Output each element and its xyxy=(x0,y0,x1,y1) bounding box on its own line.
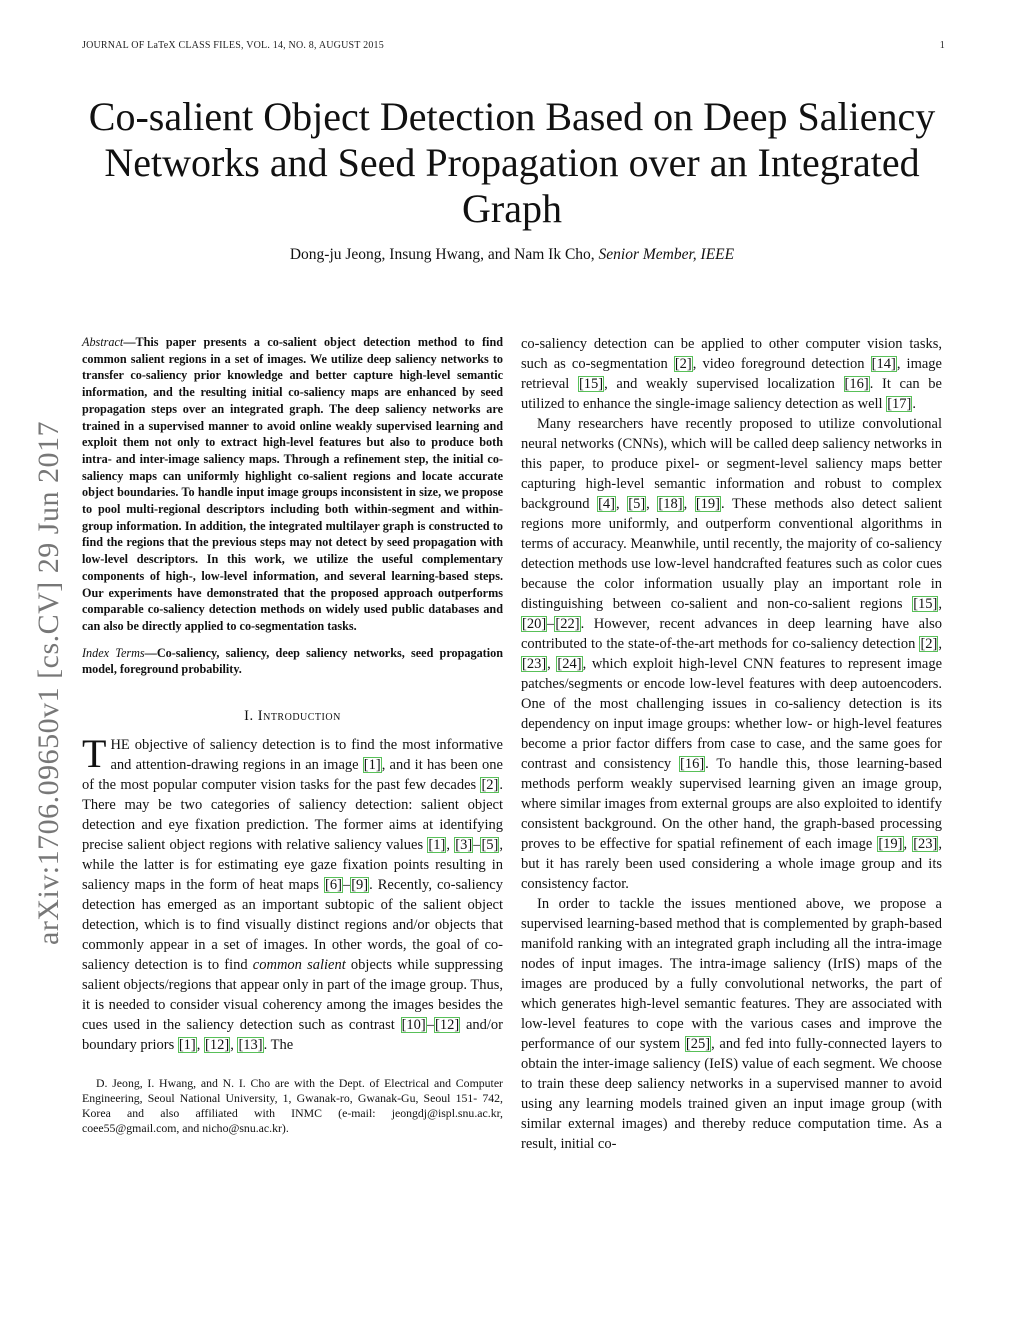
text-run: , while the latter is for estimating eye gaze fixation points resulting in saliency maps in the form of heat maps xyxy=(82,837,503,894)
citation-link[interactable]: [10] xyxy=(401,1017,426,1034)
footnote-divider xyxy=(82,1067,503,1068)
text-run: . xyxy=(912,396,916,412)
citation-link[interactable]: [3] xyxy=(455,837,473,854)
citation-link[interactable]: [15] xyxy=(913,596,938,612)
citation-link[interactable]: [17] xyxy=(887,396,912,412)
emphasis: common salient xyxy=(252,957,346,974)
text-run: , xyxy=(938,596,942,612)
citation-link[interactable]: [24] xyxy=(557,656,582,672)
right-text xyxy=(521,334,942,1154)
citation-link[interactable]: [22] xyxy=(555,616,580,632)
paragraph xyxy=(521,894,942,1154)
citation-link[interactable]: [23] xyxy=(522,656,547,672)
page-number: 1 xyxy=(939,40,945,51)
text-run: , xyxy=(903,836,913,852)
abstract xyxy=(82,334,503,678)
text-run: . Recently, co-saliency detection has emerged as an important subtopic of the salient object detection, which is to find visually distinct regions and/or objects that commonly appear in a set of images. In other words, the goal of co-saliency detection is to find xyxy=(82,877,503,974)
author-line xyxy=(60,246,964,264)
text-run: . There may be two categories of saliency detection: salient object detection and eye fixation prediction. The former aims at identifying precise salient object regions with relative saliency values xyxy=(82,777,503,854)
citation-link[interactable]: [20] xyxy=(522,616,547,632)
citation-link[interactable]: [1] xyxy=(363,757,381,774)
citation-link[interactable]: [9] xyxy=(351,877,369,894)
text-run: , and it has been one of the most popular computer vision tasks for the past few decades xyxy=(82,757,503,794)
text-run: . However, recent advances in deep learning have also contributed to the state-of-the-art methods for co-saliency detection xyxy=(521,616,942,652)
text-run: . These methods also detect salient regions more uniformly, and outperform conventional algorithms in terms of accuracy. Meanwhile, until recently, the majority of co-saliency detection methods use low-level handcrafted features such as color cues because the color information usually play an important role in distinguishing between co-salient and non-co-salient regions xyxy=(521,496,943,612)
citation-link[interactable]: [13] xyxy=(238,1037,263,1054)
section-number: I. xyxy=(244,708,258,725)
citation-link[interactable]: [5] xyxy=(628,496,646,512)
text-run: and/or boundary priors xyxy=(82,1017,503,1054)
journal-name: JOURNAL OF LaTeX CLASS FILES, VOL. 14, NO. 8, AUGUST 2015 xyxy=(82,40,384,51)
text-run: , xyxy=(230,1037,238,1054)
citation-link[interactable]: [16] xyxy=(844,376,869,392)
citation-link[interactable]: [12] xyxy=(205,1037,230,1054)
text-run: , which exploit high-level CNN features to represent image patches/segments or encode low-level features with deep autoencoders. One of the most challenging issues in co-saliency detection is its dependency on input image groups: whether low- or high-level features become a prior factor differs from case to case, and the same goes for contrast and consistency xyxy=(521,656,942,772)
citation-link[interactable]: [12] xyxy=(435,1017,460,1034)
text-run: . It can be utilized to enhance the single-image saliency detection as well xyxy=(521,376,942,412)
citation-link[interactable]: [14] xyxy=(871,356,896,372)
citation-link[interactable]: [25] xyxy=(685,1036,711,1052)
text-run: , xyxy=(646,496,658,512)
text-run: , xyxy=(938,636,942,652)
running-header xyxy=(82,40,945,51)
text-run: , xyxy=(196,1037,205,1054)
text-run: , xyxy=(547,656,557,672)
text-run: HE objective of saliency detection is to find the most informative and attention-drawing regions in an image xyxy=(110,737,503,774)
text-run: . To handle this, those learning-based methods perform weakly supervised learning given an image group, where similar images from external groups are also exploited to identify consistent background. On the other hand, the graph-based processing proves to be effective for spatial refinement of each image xyxy=(521,756,942,852)
left-column xyxy=(82,334,503,1136)
text-run: , but it has rarely been used considering a whole image group and its consistency factor. xyxy=(521,836,943,892)
section-heading xyxy=(82,708,503,725)
text-run: Many researchers have recently proposed to utilize convolutional neural networks (CNNs), which will be called deep saliency networks in this paper, to produce pixel- or segment-level saliency maps better capturing high-level semantic information and robust to complex background xyxy=(521,416,942,512)
paragraph xyxy=(521,334,942,414)
author-names: Dong-ju Jeong, Insung Hwang, and Nam Ik Cho, xyxy=(289,246,599,263)
author-membership: Senior Member, IEEE xyxy=(598,246,735,263)
paragraph xyxy=(521,414,942,894)
citation-link[interactable]: [1] xyxy=(428,837,446,854)
text-run: , and weakly supervised localization xyxy=(604,376,844,392)
text-run: . The xyxy=(263,1037,294,1054)
text-run: , video foreground detection xyxy=(692,356,871,372)
citation-link[interactable]: [2] xyxy=(920,636,938,652)
citation-link[interactable]: [15] xyxy=(578,376,604,392)
right-column xyxy=(521,334,942,1154)
citation-link[interactable]: [4] xyxy=(598,496,615,512)
citation-link[interactable]: [16] xyxy=(680,756,705,772)
text-run: – xyxy=(426,1017,434,1034)
citation-link[interactable]: [2] xyxy=(481,777,499,794)
index-terms-label: Index Terms xyxy=(82,645,145,660)
citation-link[interactable]: [5] xyxy=(481,837,499,854)
text-run: – xyxy=(547,616,555,632)
citation-link[interactable]: [2] xyxy=(674,356,692,372)
intro-paragraph xyxy=(82,731,503,1055)
section-title: Introduction xyxy=(257,708,341,725)
paper-title: Co-salient Object Detection Based on Deep Saliency Networks and Seed Propagation over an Integrated Graph xyxy=(88,94,936,231)
text-run: – xyxy=(473,837,481,854)
text-run: , and fed into fully-connected layers to obtain the inter-image saliency (IeIS) value of each segment. We choose to train these deep saliency networks in a supervised manner to avoid using any learning models trained given an input image group (with similar external images) and thereby reduce computation time. As a result, initial co- xyxy=(521,1036,942,1152)
citation-link[interactable]: [19] xyxy=(695,496,721,512)
citation-link[interactable]: [1] xyxy=(178,1037,196,1054)
citation-link[interactable]: [6] xyxy=(325,877,342,894)
affiliation-footnote: D. Jeong, I. Hwang, and N. I. Cho are with the Dept. of Electrical and Computer Engineering, Seoul National University, 1, Gwanak-ro, Gwanak-Gu, Seoul 151- 742, Korea and also affiliated with INMC (e-mail: jeongdj@ispl.snu.ac.kr, coee55@gmail.com, and nicho@snu.ac.kr). xyxy=(82,1076,503,1136)
abstract-text: —This paper presents a co-salient object detection method to find common salient regions in a set of images. We utilize deep saliency networks to transfer co-saliency prior knowledge and better capture high-level semantic information, and the resulting initial co-saliency maps are enhanced by seed propagation steps over an integrated graph. The deep saliency networks are trained in a supervised manner to avoid online weakly supervised learning and exploit them not only to extract high-level features but also to produce both intra- and inter-image saliency maps. Through a refinement step, the initial co-saliency maps can uniformly highlight co-salient regions and locate accurate object boundaries. To handle input image groups inconsistent in size, we propose to pool multi-regional descriptors including both within-segment and within-group information. In addition, the integrated multilayer graph is constructed to find the regions that the previous steps may not detect by seed propagation with low-level descriptors. In this work, we utilize the useful complementary components of high-, low-level information, and several learning-based steps. Our experiments have demonstrated that the proposed approach outperforms comparable co-saliency detection methods on widely used public databases and can also be directly applied to co-segmentation tasks. xyxy=(82,335,503,633)
text-run: In order to tackle the issues mentioned above, we propose a supervised learning-based method that is complemented by graph-based manifold ranking with an integrated graph including all the intra-image nodes of input images. The intra-image saliency (IrIS) maps of the images are produced by a fully convolutional networks, the part of which generates high-level semantic features. They are associated with low-level features to cope with the various cases and improve the performance of our system xyxy=(521,896,942,1052)
text-run: , xyxy=(683,496,695,512)
text-run: objects while suppressing salient objects/regions that appear only in part of the image group. Thus, it is needed to consider visual coherency among the images besides the cues used in the saliency detection such as contrast xyxy=(82,957,503,1034)
citation-link[interactable]: [23] xyxy=(913,836,938,852)
index-terms-text: —Co-saliency, saliency, deep saliency networks, seed propagation model, foreground probability. xyxy=(82,645,503,677)
citation-link[interactable]: [18] xyxy=(658,496,683,512)
text-run: , xyxy=(446,837,455,854)
citation-link[interactable]: [19] xyxy=(878,836,903,852)
intro-text xyxy=(82,731,503,1055)
text-run: , image retrieval xyxy=(521,356,942,392)
dropcap: T xyxy=(82,731,107,777)
arxiv-identifier: arXiv:1706.09650v1 [cs.CV] 29 Jun 2017 xyxy=(32,421,65,945)
text-run: , xyxy=(616,496,628,512)
text-run: – xyxy=(342,877,351,894)
abstract-label: Abstract xyxy=(82,335,124,349)
text-run: co-saliency detection can be applied to other computer vision tasks, such as co-segmentation xyxy=(521,336,942,372)
